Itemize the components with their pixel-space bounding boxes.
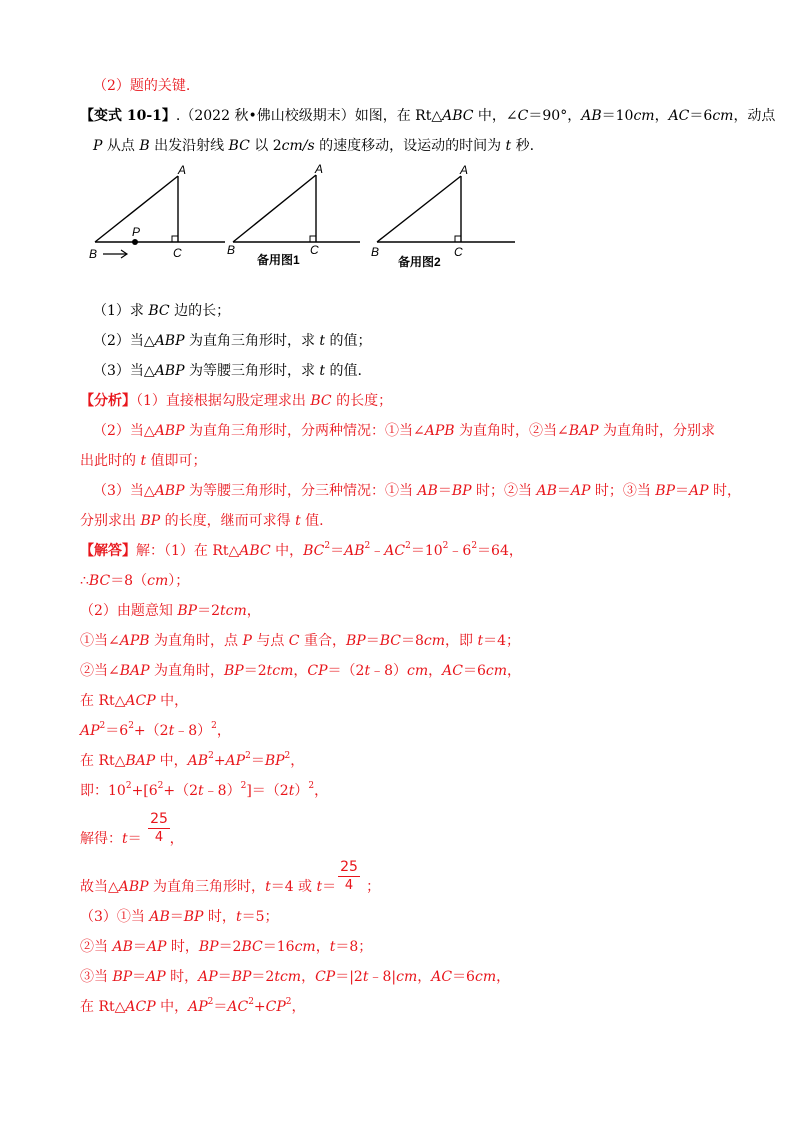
triangle-figures: [85, 160, 525, 275]
solution-line-15: 在 Rt△ACP 中，$AP^2=AC^2+CP^2$，: [80, 997, 306, 1015]
figure-2: [233, 175, 360, 242]
fig2-caption: 备用图1: [257, 253, 300, 267]
point-p-dot: [132, 239, 138, 245]
solution-line-4: ①当∠APB 为直角时，点 P 与点 C 重合，BP＝BC＝8cm，即 t＝4；: [80, 633, 521, 649]
fig3-label-b: B: [371, 245, 380, 259]
fig1-label-p: P: [132, 225, 141, 239]
fig3-caption: 备用图2: [398, 255, 441, 269]
fig2-label-a: A: [315, 162, 324, 176]
analysis-line-3: 出此时的 t 值即可；: [80, 453, 207, 469]
solution-line-5: ②当∠BAP 为直角时，BP＝2tcm，CP＝（2t﹣8）cm，AC＝6cm，: [80, 663, 522, 679]
figure-1: [95, 176, 225, 258]
solution-line-13: ②当 AB＝AP 时，BP＝2BC＝16cm，t＝8；: [80, 939, 373, 955]
question-2: （2）当△ABP 为直角三角形时，求 t 的值；: [93, 333, 372, 349]
fig2-label-b: B: [227, 243, 236, 257]
fraction-25-over-4-b: 25 4: [338, 858, 360, 894]
analysis-line-5: 分别求出 BP 的长度，继而可求得 t 值.: [80, 513, 324, 529]
problem-header-line2: P 从点 B 出发沿射线 BC 以 2cm/s 的速度移动，设运动的时间为 t 秒.: [93, 138, 535, 154]
solution-line-6: 在 Rt△ACP 中，: [80, 693, 189, 709]
solution-line-1: 【解答】解：（1）在 Rt△ABC 中，$BC^2=AB^2﹣AC^2=10^2﹣6^2=64$，: [80, 541, 523, 559]
analysis-line-4: （3）当△ABP 为等腰三角形时，分三种情况：①当 AB＝BP 时；②当 AB＝AP 时；③当 BP＝AP 时，: [93, 483, 741, 499]
solution-line-9: 即：$10^2+[6^2+(2t﹣8)^2]=(2t)^2$，: [80, 781, 329, 799]
fig2-label-c: C: [310, 243, 319, 257]
solution-line-10: 解得：t＝ ，: [80, 831, 184, 847]
solution-tag: 【解答】: [80, 543, 136, 559]
solution-line-2: ∴BC＝8（cm）；: [80, 573, 190, 589]
fig3-label-a: A: [460, 163, 469, 177]
problem-header-line1: 【变式 10-1】.（2022 秋•佛山校级期末）如图，在 Rt△ABC 中，∠C＝90°，AB＝10cm，AC＝6cm，动点: [80, 108, 776, 124]
question-1: （1）求 BC 边的长；: [93, 303, 231, 319]
fig1-label-b: B: [89, 247, 98, 261]
analysis-line-1: 【分析】（1）直接根据勾股定理求出 BC 的长度；: [80, 393, 393, 409]
solution-line-3: （2）由题意知 BP＝2tcm，: [80, 603, 261, 619]
analysis-tag: 【分析】: [80, 393, 136, 409]
fig1-label-a: A: [178, 163, 187, 177]
solution-line-7: $AP^2=6^2+(2t﹣8)^2$，: [80, 721, 231, 739]
solution-line-14: ③当 BP＝AP 时，AP＝BP＝2tcm，CP＝|2t﹣8|cm，AC＝6cm，: [80, 969, 511, 985]
question-3: （3）当△ABP 为等腰三角形时，求 t 的值.: [93, 363, 362, 379]
variant-tag: 【变式 10-1】: [80, 108, 176, 124]
solution-line-12: （3）①当 AB＝BP 时，t＝5；: [80, 909, 279, 925]
solution-line-8: 在 Rt△BAP 中，$AB^2+AP^2=BP^2$，: [80, 751, 305, 769]
solution-line-11: 故当△ABP 为直角三角形时，t＝4 或 t＝ ；: [80, 879, 381, 895]
fig3-label-c: C: [454, 245, 463, 259]
figure-3: [377, 176, 515, 242]
fraction-25-over-4-a: 25 4: [148, 810, 170, 846]
analysis-line-2: （2）当△ABP 为直角三角形时，分两种情况：①当∠APB 为直角时，②当∠BAP 为直角时，分别求: [93, 423, 715, 439]
fig1-label-c: C: [173, 246, 182, 260]
previous-solution-tail: （2）题的关键.: [93, 78, 191, 94]
